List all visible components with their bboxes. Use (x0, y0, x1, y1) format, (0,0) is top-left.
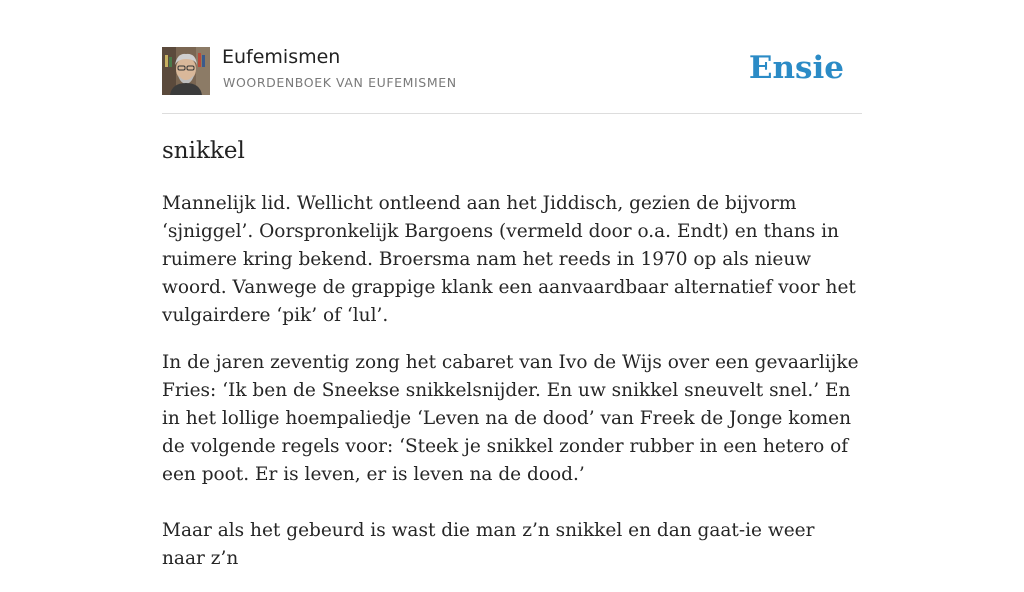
author-portrait-icon (162, 47, 210, 95)
header-divider (162, 113, 862, 114)
entry-body (162, 190, 862, 592)
brand-subtitle: WOORDENBOEK VAN EUFEMISMEN (223, 75, 457, 90)
entry-paragraph: In de jaren zeventig zong het cabaret van Ivo de Wijs over een gevaarlijke Fries: ‘Ik ben de Sneekse snikkelsnijder. En uw snikkel sneuvelt snel.’ En in het lollige hoempaliedje ‘Leven na de dood’ van Freek de Jonge komen de volgende regels voor: ‘Steek je snikkel zonder rubber in een hetero of een poot. Er is leven, er is leven na de dood.’ (162, 352, 859, 485)
brand-name[interactable]: Eufemismen (222, 46, 341, 68)
avatar[interactable] (162, 47, 210, 95)
entry-title: snikkel (162, 138, 245, 164)
header (162, 46, 862, 96)
entry-paragraph: Mannelijk lid. Wellicht ontleend aan het Jiddisch, gezien de bijvorm ‘sjniggel’. Oorspronkelijk Bargoens (vermeld door o.a. Endt) en thans in ruimere kring bekend. Broersma nam het reeds in 1970 op als nieuw woord. Vanwege de grappige klank een aanvaardbaar alternatief voor het vulgairdere ‘pik’ of ‘lul’. (162, 193, 856, 326)
entry-paragraph: Maar als het gebeurd is wast die man z’n snikkel en dan gaat-ie weer naar z’n (162, 520, 815, 569)
ensie-logo[interactable]: Ensie (748, 50, 844, 86)
